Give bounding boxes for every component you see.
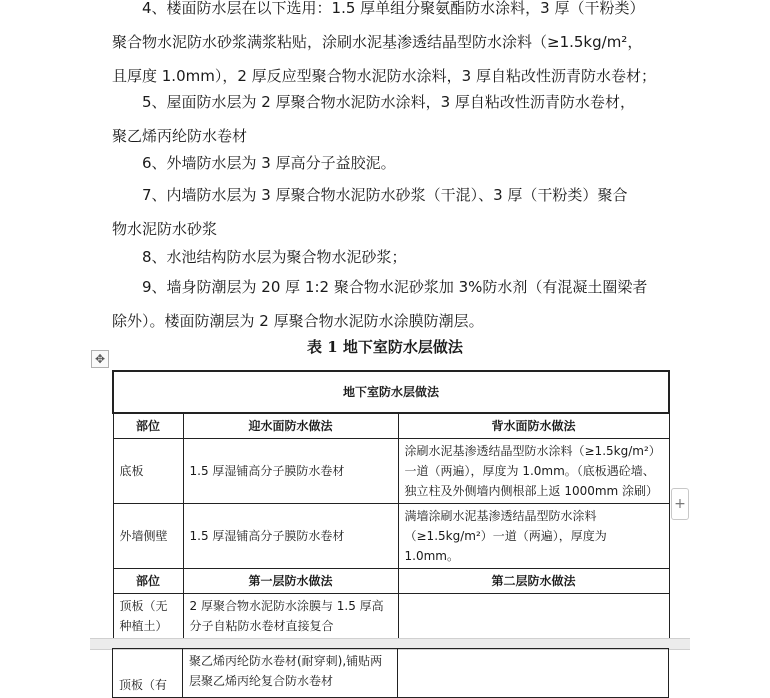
table-row <box>113 504 669 569</box>
text-line: 聚乙烯丙纶防水卷材 <box>112 127 248 145</box>
table-cell: 2 厚聚合物水泥防水涂膜与 1.5 厚高分子自粘防水卷材直接复合 <box>183 594 398 639</box>
header-cell: 部位 <box>113 569 183 594</box>
header-cell: 背水面防水做法 <box>398 413 669 439</box>
table-row <box>113 594 669 639</box>
paragraph-8 <box>112 240 672 274</box>
header-cell: 迎水面防水做法 <box>183 413 398 439</box>
table-header-row <box>113 413 669 439</box>
table-continued <box>112 648 668 698</box>
text-line: 7、内墙防水层为 3 厚聚合物水泥防水砂浆（干混）、3 厚（干粉类）聚合 <box>142 186 628 204</box>
text-line: 聚合物水泥防水砂浆满浆粘贴，涂刷水泥基渗透结晶型防水涂料（≥1.5kg/m²， <box>112 33 643 51</box>
add-row-plus-icon[interactable]: + <box>671 488 689 520</box>
table-title: 地下室防水层做法 <box>113 371 669 413</box>
table-cell: 底板 <box>113 439 183 504</box>
table-cell: 1.5 厚湿铺高分子膜防水卷材 <box>183 439 398 504</box>
paragraph-6 <box>112 146 672 180</box>
table-title-row <box>113 371 669 413</box>
table-cell: 1.5 厚湿铺高分子膜防水卷材 <box>183 504 398 569</box>
text-line: 5、屋面防水层为 2 厚聚合物水泥防水涂料，3 厚自粘改性沥青防水卷材， <box>142 93 635 111</box>
paragraph-7 <box>112 178 672 246</box>
paragraph-4 <box>112 0 672 93</box>
text-line: 除外）。楼面防潮层为 2 厚聚合物水泥防水涂膜防潮层。 <box>112 312 484 330</box>
table-cell <box>398 594 669 639</box>
paragraph-9 <box>112 270 672 338</box>
table-cell: 顶板（无种植土） <box>113 594 183 639</box>
table-cell: 涂刷水泥基渗透结晶型防水涂料（≥1.5kg/m²）一道（两遍），厚度为 1.0mm。（底板遇砼墙、独立柱及外侧墙内侧根部上返 1000mm 涂刷） <box>398 439 669 504</box>
header-cell: 部位 <box>113 413 183 439</box>
table-cell: 满墙涂刷水泥基渗透结晶型防水涂料（≥1.5kg/m²）一道（两遍），厚度为 1.0mm。 <box>398 504 669 569</box>
text-line: 6、外墙防水层为 3 厚高分子益胶泥。 <box>142 154 396 172</box>
text-line: 9、墙身防潮层为 20 厚 1:2 聚合物水泥砂浆加 3%防水剂（有混凝土圈梁者 <box>142 278 648 296</box>
table-cell <box>398 649 669 698</box>
table-cell: 聚乙烯丙纶防水卷材(耐穿刺),铺贴两层聚乙烯丙纶复合防水卷材 <box>183 649 398 698</box>
table-row <box>113 439 669 504</box>
table-header-row <box>113 569 669 594</box>
text-line: 4、楼面防水层在以下选用：1.5 厚单组分聚氨酯防水涂料，3 厚（干粉类） <box>142 0 645 17</box>
paragraph-5 <box>112 85 672 153</box>
header-cell: 第二层防水做法 <box>398 569 669 594</box>
table-cell: 外墙侧壁 <box>113 504 183 569</box>
table-cell: 顶板（有 <box>113 649 183 698</box>
text-line: 8、水池结构防水层为聚合物水泥砂浆； <box>142 248 407 266</box>
text-line: 且厚度 1.0mm），2 厚反应型聚合物水泥防水涂料，3 厚自粘改性沥青防水卷材； <box>112 67 656 85</box>
table-row <box>113 649 669 698</box>
waterproof-table <box>112 370 670 639</box>
table-move-handle-icon[interactable]: ✥ <box>91 350 109 368</box>
table-caption: 表 1 地下室防水层做法 <box>307 338 463 356</box>
header-cell: 第一层防水做法 <box>183 569 398 594</box>
text-line: 物水泥防水砂浆 <box>112 220 218 238</box>
